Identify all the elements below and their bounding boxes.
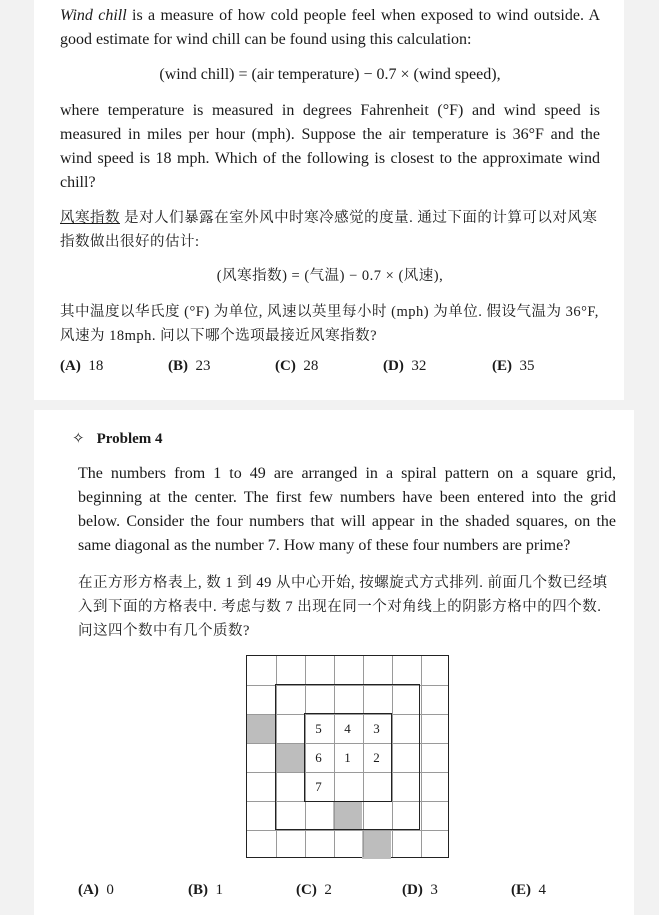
diamond-icon: ✧ <box>72 431 85 447</box>
spiral-grid <box>246 655 449 858</box>
grid-number: 3 <box>373 721 380 736</box>
problem3-en-body: where temperature is measured in degrees Fahrenheit (°F) and wind speed is measured in miles per hour (mph). Suppose the air temperature is 36°F and the wind speed is 18 mph. Which of the following is closest to the approximate wind chill? <box>60 102 600 191</box>
problem4-en-body: The numbers from 1 to 49 are arranged in a spiral pattern on a square grid, beginning at the center. The first few numbers have been entered into the grid below. Consider the four numbers that will appear in the shaded squares, on the same diagonal as the number 7. How many of these four numbers are prime? <box>78 465 616 554</box>
wind-chill-term: Wind chill <box>60 7 127 24</box>
choice-d[interactable]: (D) 3 <box>402 882 438 898</box>
grid-number: 5 <box>315 721 322 736</box>
grid-number: 1 <box>344 750 351 765</box>
shaded-cell <box>247 714 276 743</box>
problem4-cn-body: 在正方形方格表上, 数 1 到 49 从中心开始, 按螺旋式方式排列. 前面几个数已经填入到下面的方格表中. 考虑与数 7 出现在同一个对角线上的阴影方格中的四个数. 问这四个数中有几个质数? <box>78 575 608 639</box>
shaded-cell <box>362 830 391 859</box>
problem3-cn-body: 其中温度以华氏度 (°F) 为单位, 风速以英里每小时 (mph) 为单位. 假设气温为 36°F, 风速为 18mph. 问以下哪个选项最接近风寒指数? <box>60 304 599 344</box>
grid-number: 7 <box>315 779 322 794</box>
problem3-cn-intro <box>60 206 600 254</box>
choice-b[interactable]: (B) 23 <box>168 358 211 374</box>
choice-e[interactable]: (E) 4 <box>511 882 546 898</box>
choice-e[interactable]: (E) 35 <box>492 358 535 374</box>
problem3-en-intro-text: is a measure of how cold people feel when exposed to wind outside. A good estimate for wind chill can be found using this calculation: <box>60 7 600 48</box>
choice-d[interactable]: (D) 32 <box>383 358 427 374</box>
formula-cn: (风寒指数) = (气温) − 0.7 × (风速), <box>216 268 444 284</box>
formula-en: (wind chill) = (air temperature) − 0.7 × (wind speed), <box>159 66 501 83</box>
choice-a[interactable]: (A) 0 <box>78 882 114 898</box>
problem3-cn-intro-text: 是对人们暴露在室外风中时寒冷感觉的度量. 通过下面的计算可以对风寒指数做出很好的估计: <box>60 210 598 250</box>
grid-number: 2 <box>373 750 380 765</box>
choice-c[interactable]: (C) 28 <box>275 358 319 374</box>
grid-number: 4 <box>344 721 351 736</box>
problem4-heading <box>72 429 163 448</box>
choice-a[interactable]: (A) 18 <box>60 358 104 374</box>
problem3-en-intro <box>60 4 600 52</box>
problem4-title: Problem 4 <box>96 431 163 447</box>
wind-chill-term-cn: 风寒指数 <box>60 210 120 226</box>
choice-b[interactable]: (B) 1 <box>188 882 223 898</box>
grid-number: 6 <box>315 750 322 765</box>
choice-c[interactable]: (C) 2 <box>296 882 332 898</box>
